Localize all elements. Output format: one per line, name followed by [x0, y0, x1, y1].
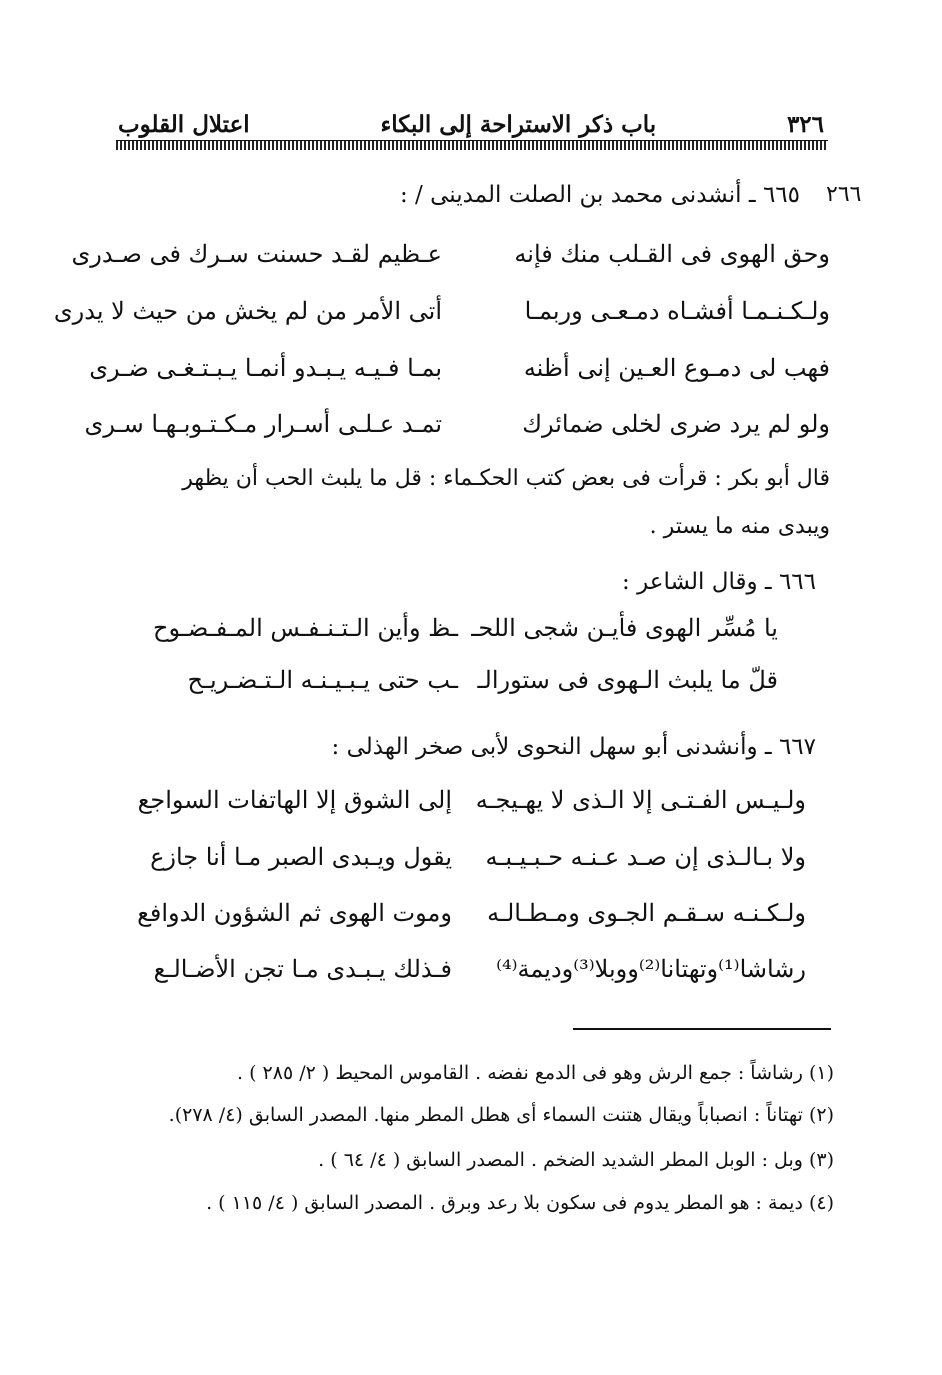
verse-line — [71, 240, 830, 268]
book-title: اعتلال القلوب — [118, 111, 250, 138]
verse-second-hemistich: تمـد عـلـى أسـرار مـكـتـوبـهـا سـرى — [84, 410, 442, 438]
verse-second-hemistich: يقول ويـبدى الصبر مـا أنا جازع — [150, 843, 452, 871]
verse-line — [137, 786, 806, 814]
footnote: (٤) ديمة : هو المطر يدوم فى سكون بلا رعد وبرق . المصدر السابق ( ٤/ ١١٥ ) . — [206, 1192, 834, 1214]
running-header — [118, 98, 824, 138]
verse-first-hemistich: فهب لى دمـوع العـين إنى أظنه — [523, 354, 830, 382]
verse-first-hemistich: قلّ ما يلبث الـهوى فى ستورالـ — [477, 666, 778, 694]
footnote: (١) رشاشاً : جمع الرش وهو فى الدمع نفضه . القاموس المحيط ( ٢/ ٢٨٥ ) . — [237, 1062, 834, 1084]
verse-first-hemistich: ولـكـنـه سـقـم الجـوى ومـطـالـه — [487, 899, 806, 927]
verse-line — [152, 614, 778, 642]
chapter-title: باب ذكر الاستراحة إلى البكاء — [380, 111, 657, 138]
footnote: (٣) وبل : الوبل المطر الشديد الضخم . المصدر السابق ( ٤/ ٦٤ ) . — [318, 1149, 834, 1171]
verse-first-hemistich: وحق الهوى فى القـلب منك فإنه — [514, 240, 830, 268]
section-666-intro: ٦٦٦ ـ وقال الشاعر : — [622, 569, 816, 595]
verse-first-hemistich: رشاشا⁽¹⁾وتهتانا⁽²⁾ووبلا⁽³⁾وديمة⁽⁴⁾ — [496, 955, 806, 983]
verse-second-hemistich: وموت الهوى ثم الشؤون الدوافع — [137, 899, 452, 927]
prose-line: ويبدى منه ما يستر . — [649, 514, 830, 539]
verse-second-hemistich: إلى الشوق إلا الهاتفات السواجع — [137, 786, 452, 814]
section-665-intro: ٦٦٥ ـ أنشدنى محمد بن الصلت المدينى / : — [399, 182, 800, 208]
verse-line — [142, 955, 806, 983]
verse-line — [89, 354, 830, 382]
verse-first-hemistich: ولا بـالـذى إن صـد عـنـه حـبـيـبـه — [485, 843, 806, 871]
verse-line — [137, 899, 806, 927]
verse-line — [53, 297, 830, 325]
prose-line: قال أبو بكر : قرأت فى بعض كتب الحكـماء : قل ما يلبث الحب أن يظهر — [182, 466, 830, 491]
verse-second-hemistich: فـذلك يـبـدى مـا تجن الأضـالـع — [153, 955, 452, 983]
footnote-rule — [573, 1028, 831, 1030]
verse-line — [142, 843, 806, 871]
section-667-intro: ٦٦٧ ـ وأنشدنى أبو سهل النحوى لأبى صخر الهذلى : — [331, 734, 816, 760]
verse-first-hemistich: ولـيـس الفـتـى إلا الـذى لا يهـيجـه — [475, 786, 806, 814]
verse-second-hemistich: أتى الأمر من لم يخش من حيث لا يدرى — [53, 297, 442, 325]
verse-line — [166, 666, 778, 694]
page-number: ٣٢٦ — [786, 111, 824, 138]
verse-second-hemistich: ـظ وأين الـتـنـفـس المـفـضـوح — [152, 614, 458, 642]
manuscript-page-number: ٢٦٦ — [826, 182, 862, 207]
header-rule — [116, 140, 828, 150]
verse-first-hemistich: ولو لم يرد ضرى لخلى ضمائرك — [522, 410, 830, 438]
verse-second-hemistich: عـظيم لقـد حسنت سـرك فى صـدرى — [71, 240, 442, 268]
verse-first-hemistich: ولـكـنـمـا أفشـاه دمـعـى وربمـا — [524, 297, 830, 325]
verse-first-hemistich: يا مُسِّر الهوى فأيـن شجى اللحـ — [471, 614, 778, 642]
footnote: (٢) تهتاناً : انصباباً ويقال هتنت السماء أى هطل المطر منها. المصدر السابق (٤/ ٢٧٨). — [168, 1104, 834, 1126]
verse-line — [84, 410, 830, 438]
verse-second-hemistich: بمـا فـيـه يـبـدو أنمـا يـبـتـغـى ضـرى — [89, 354, 442, 382]
verse-second-hemistich: ـب حتى يـبـيـنـه الـتـضـريـح — [187, 666, 458, 694]
